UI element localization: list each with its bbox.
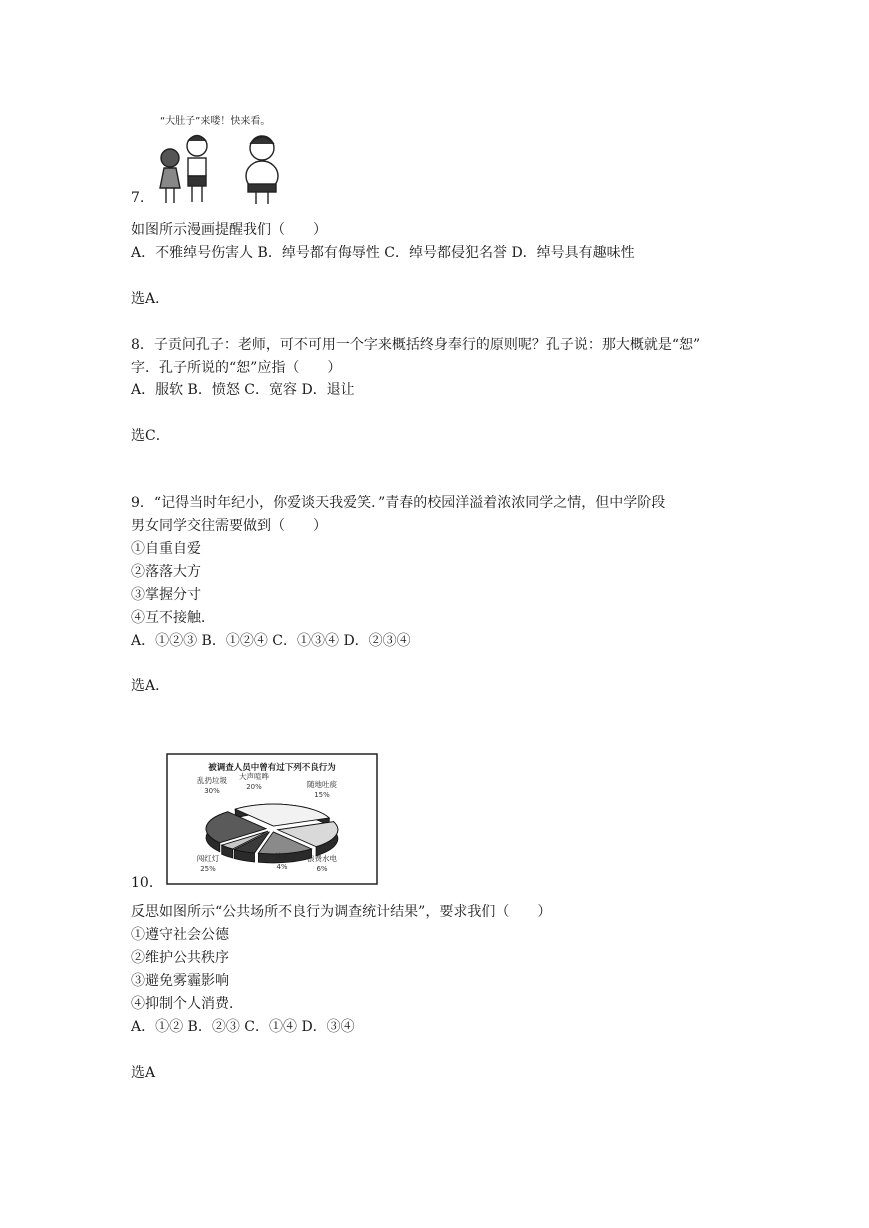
pie-value-label: 15% (314, 791, 330, 799)
pie-value-label: 20% (246, 783, 262, 791)
q7-answer: 选A． (131, 291, 170, 307)
q10-number: 10． (131, 875, 163, 891)
q8-options: A．服软 B．愤怒 C．宽容 D．退让 (131, 382, 355, 398)
pie-category-label: 随地吐痰 (307, 780, 337, 789)
q8-answer: 选C． (131, 428, 170, 444)
q9-stem-line1: 9．“记得当时年纪小，你爱谈天我爱笑．”青春的校园洋溢着浓浓同学之情，但中学阶段 (131, 495, 666, 511)
q10-item-1: ①遵守社会公德 (131, 927, 229, 943)
pie-value-label: 25% (200, 865, 216, 873)
pie-chart (166, 753, 378, 885)
q9-item-4: ④互不接触． (131, 610, 215, 626)
cartoon-boy-icon (187, 136, 207, 203)
pie-category-label: 其它 (274, 852, 290, 861)
q10-item-2: ②维护公共秩序 (131, 950, 229, 966)
pie-category-label: 乱扔垃圾 (197, 776, 227, 785)
cartoon-caption: “大肚子”来喽！快来看。 (160, 116, 271, 127)
q9-item-2: ②落落大方 (131, 564, 201, 580)
chart-title: 被调查人员中曾有过下列不良行为 (208, 763, 336, 773)
q10-answer: 选A (131, 1065, 156, 1081)
q9-answer: 选A． (131, 678, 170, 694)
q8-stem-line2: 字．孔子所说的“恕”应指（ ） (131, 360, 342, 376)
q10-item-3: ③避免雾霾影响 (131, 973, 229, 989)
pie-category-label: 闯红灯 (196, 854, 220, 863)
q9-item-3: ③掌握分寸 (131, 587, 201, 603)
q10-options: A．①② B．②③ C．①④ D．③④ (131, 1019, 355, 1035)
q7-number: 7. (131, 190, 145, 206)
cartoon-girl-icon (160, 149, 180, 203)
pie-value-label: 6% (316, 865, 328, 873)
cartoon-illustration (152, 108, 302, 208)
pie-category-label: 大声喧哗 (239, 772, 269, 781)
q9-item-1: ①自重自爱 (131, 541, 201, 557)
q7-stem: 如图所示漫画提醒我们（ ） (131, 222, 327, 238)
q10-stem: 反思如图所示“公共场所不良行为调查统计结果”，要求我们（ ） (131, 904, 552, 920)
pie-value-label: 30% (204, 787, 220, 795)
pie-value-label: 4% (276, 863, 288, 871)
q8-stem-line1: 8．子贡问孔子：老师，可不可用一个字来概括终身奉行的原则呢？孔子说：那大概就是“恕” (131, 337, 701, 353)
q9-options: A．①②③ B．①②④ C．①③④ D．②③④ (131, 633, 411, 649)
cartoon-chubby-boy-icon (246, 136, 278, 204)
pie-category-label: 浪费水电 (307, 854, 337, 863)
q9-stem-line2: 男女同学交往需要做到（ ） (131, 518, 327, 534)
q10-item-4: ④抑制个人消费． (131, 996, 243, 1012)
q7-options: A．不雅绰号伤害人 B．绰号都有侮辱性 C．绰号都侵犯名誉 D．绰号具有趣味性 (131, 245, 635, 261)
